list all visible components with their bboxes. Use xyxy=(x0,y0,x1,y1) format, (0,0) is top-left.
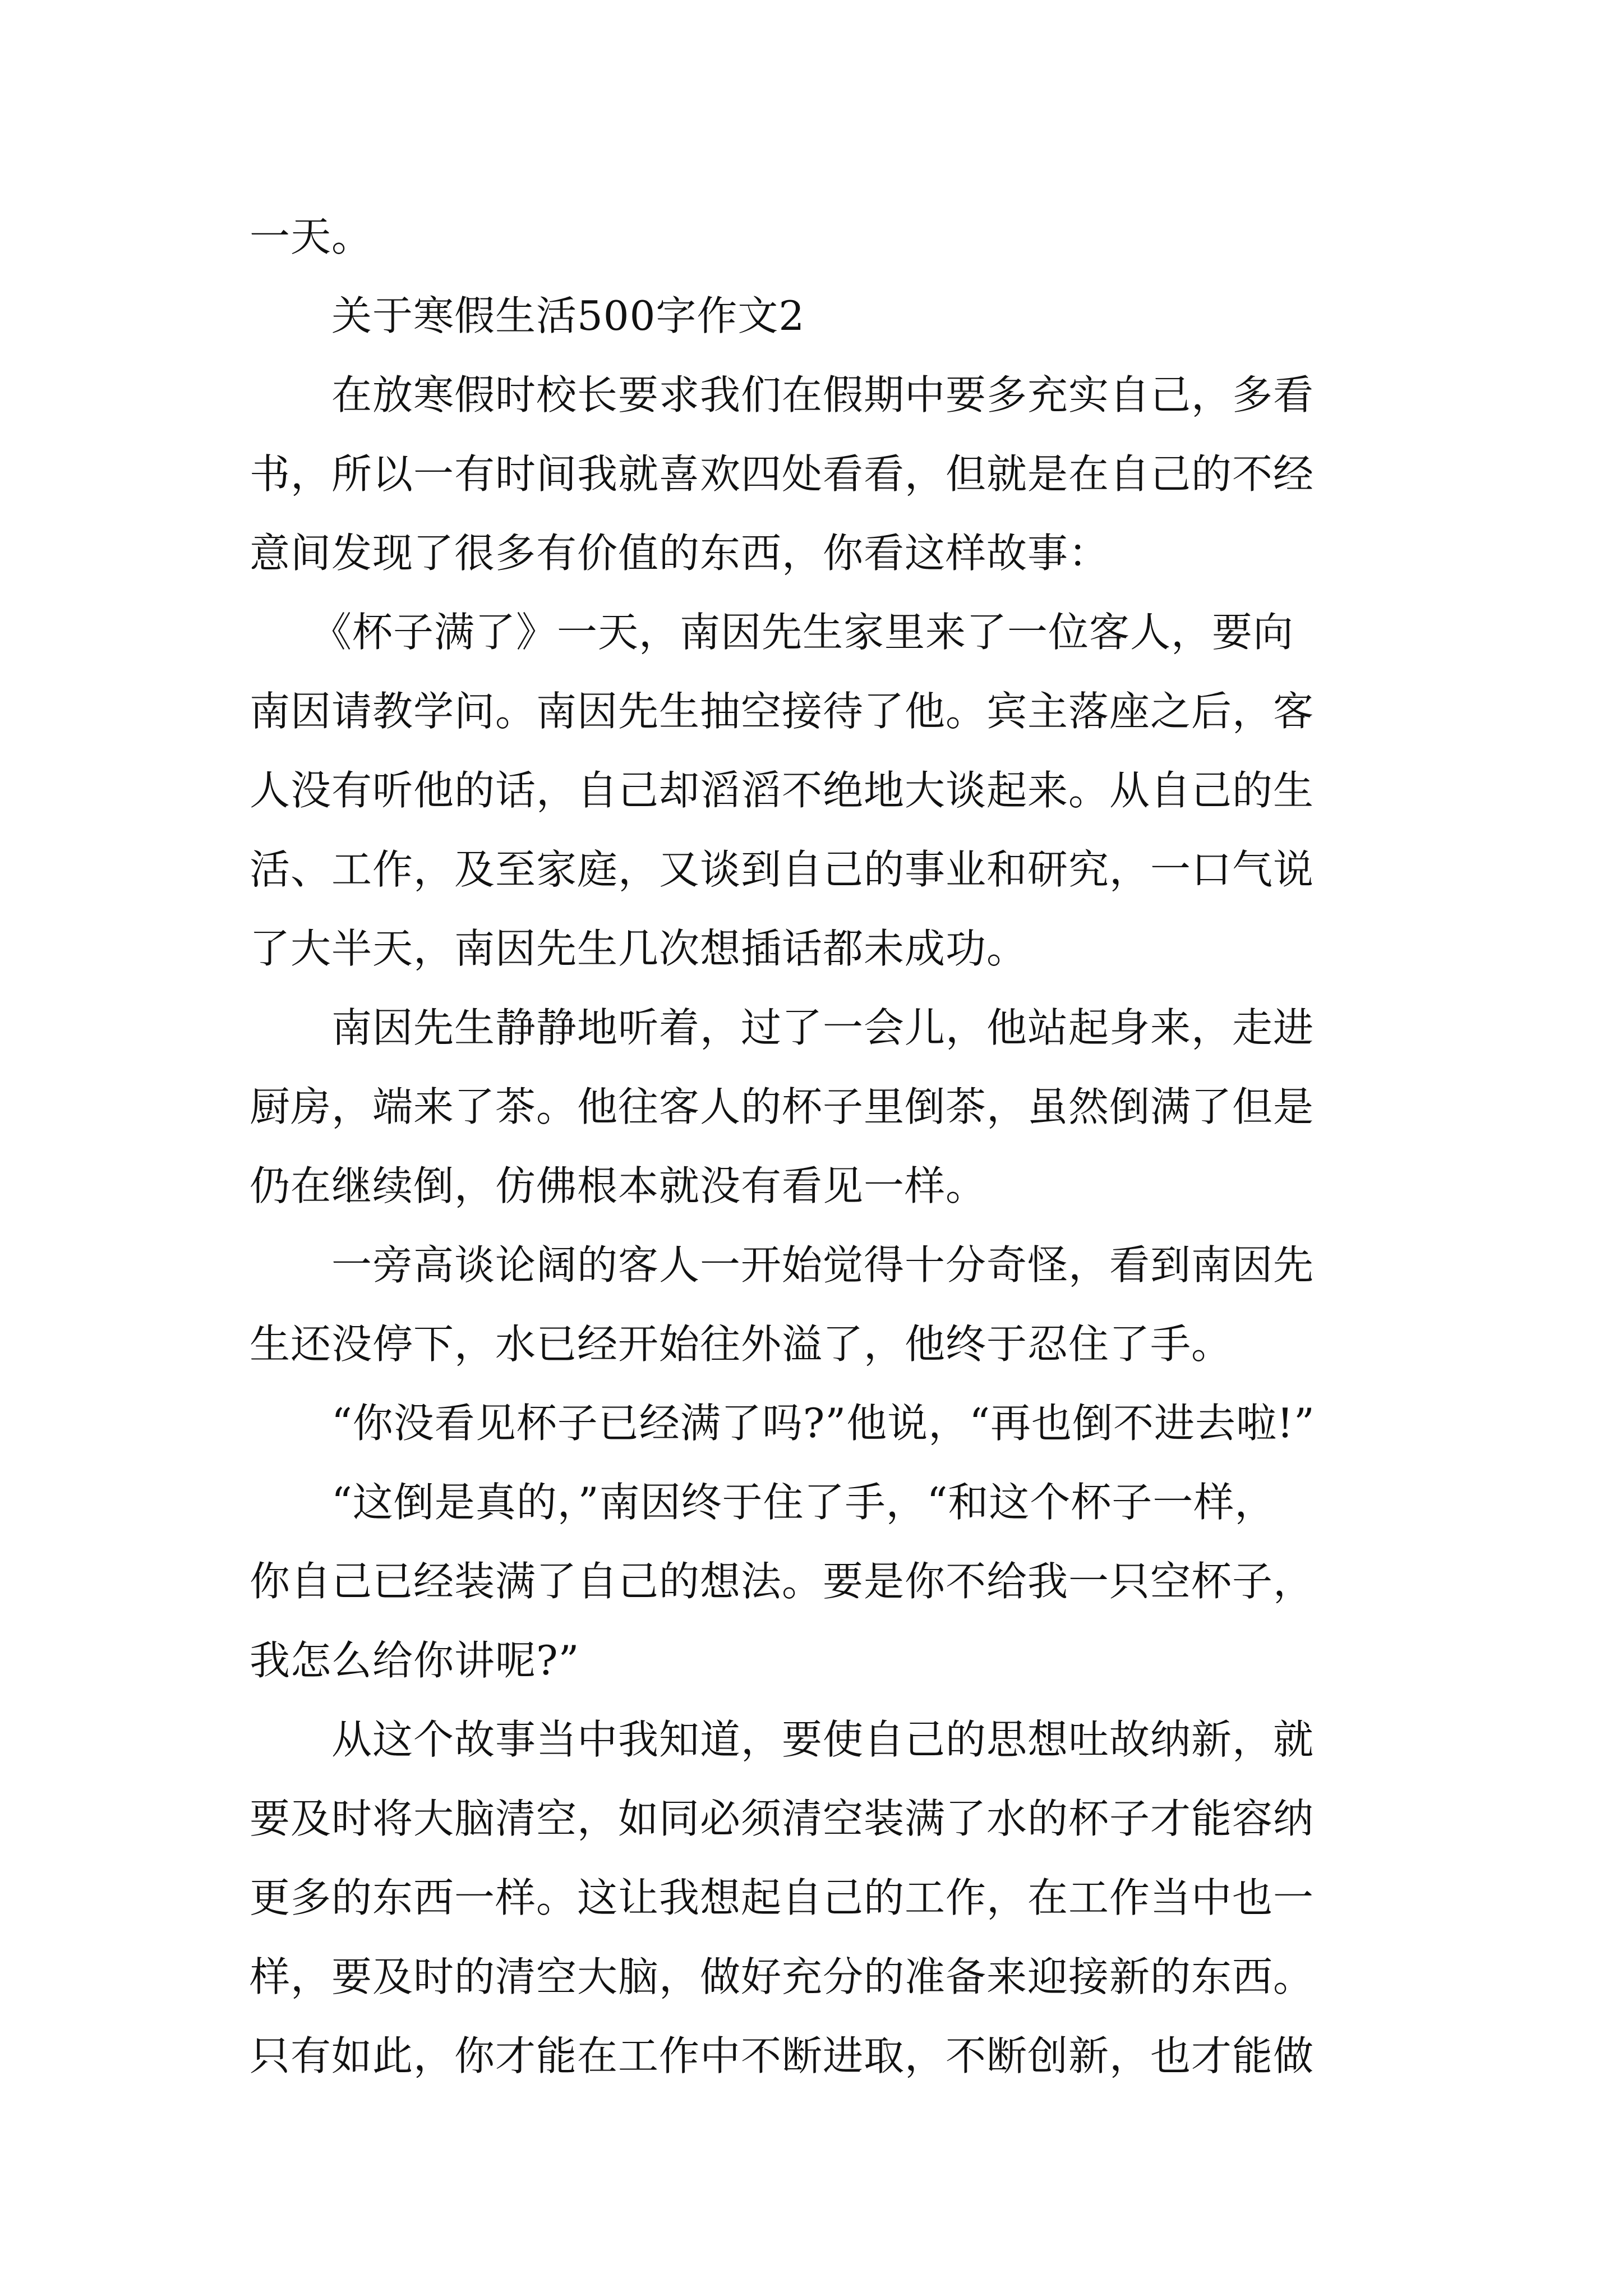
text-line: 在放寒假时校长要求我们在假期中要多充实自己，多看 xyxy=(250,371,1315,418)
text-line: 更多的东西一样。这让我想起自己的工作，在工作当中也一 xyxy=(250,1874,1315,1921)
text-line: 南因请教学问。南因先生抽空接待了他。宾主落座之后，客 xyxy=(250,688,1315,735)
text-line: “你没看见杯子已经满了吗?”他说，“再也倒不进去啦!” xyxy=(250,1400,1315,1447)
document-body xyxy=(250,197,1377,2096)
text-line: 一旁高谈论阔的客人一开始觉得十分奇怪，看到南因先 xyxy=(250,1241,1315,1289)
text-line: 你自己已经装满了自己的想法。要是你不给我一只空杯子， xyxy=(250,1558,1315,1605)
text-line: 生还没停下，水已经开始往外溢了，他终于忍住了手。 xyxy=(250,1320,1233,1368)
text-line: 意间发现了很多有价值的东西，你看这样故事： xyxy=(250,530,1110,577)
text-line: 只有如此，你才能在工作中不断进取，不断创新，也才能做 xyxy=(250,2032,1315,2079)
text-line: 样，要及时的清空大脑，做好充分的准备来迎接新的东西。 xyxy=(250,1953,1315,2000)
text-line: 要及时将大脑清空，如同必须清空装满了水的杯子才能容纳 xyxy=(250,1795,1315,1842)
text-line: 《杯子满了》一天，南因先生家里来了一位客人，要向 xyxy=(250,609,1294,656)
text-line: 我怎么给你讲呢?” xyxy=(250,1637,580,1684)
text-line: 厨房，端来了茶。他往客人的杯子里倒茶，虽然倒满了但是 xyxy=(250,1083,1315,1130)
text-line: 南因先生静静地听着，过了一会儿，他站起身来，走进 xyxy=(250,1004,1315,1051)
text-line: 仍在继续倒，仿佛根本就没有看见一样。 xyxy=(250,1162,987,1209)
text-line: 活、工作，及至家庭，又谈到自己的事业和研究，一口气说 xyxy=(250,846,1315,893)
essay-title: 关于寒假生活500字作文2 xyxy=(250,292,805,339)
text-line: 书，所以一有时间我就喜欢四处看看，但就是在自己的不经 xyxy=(250,450,1315,498)
text-line: “这倒是真的，”南因终于住了手，“和这个杯子一样， xyxy=(250,1479,1276,1526)
text-line: 了大半天，南因先生几次想插话都未成功。 xyxy=(250,925,1028,972)
text-line: 人没有听他的话，自己却滔滔不绝地大谈起来。从自己的生 xyxy=(250,767,1315,814)
text-line: 一天。 xyxy=(250,213,373,260)
text-line: 从这个故事当中我知道，要使自己的思想吐故纳新，就 xyxy=(250,1716,1315,1763)
